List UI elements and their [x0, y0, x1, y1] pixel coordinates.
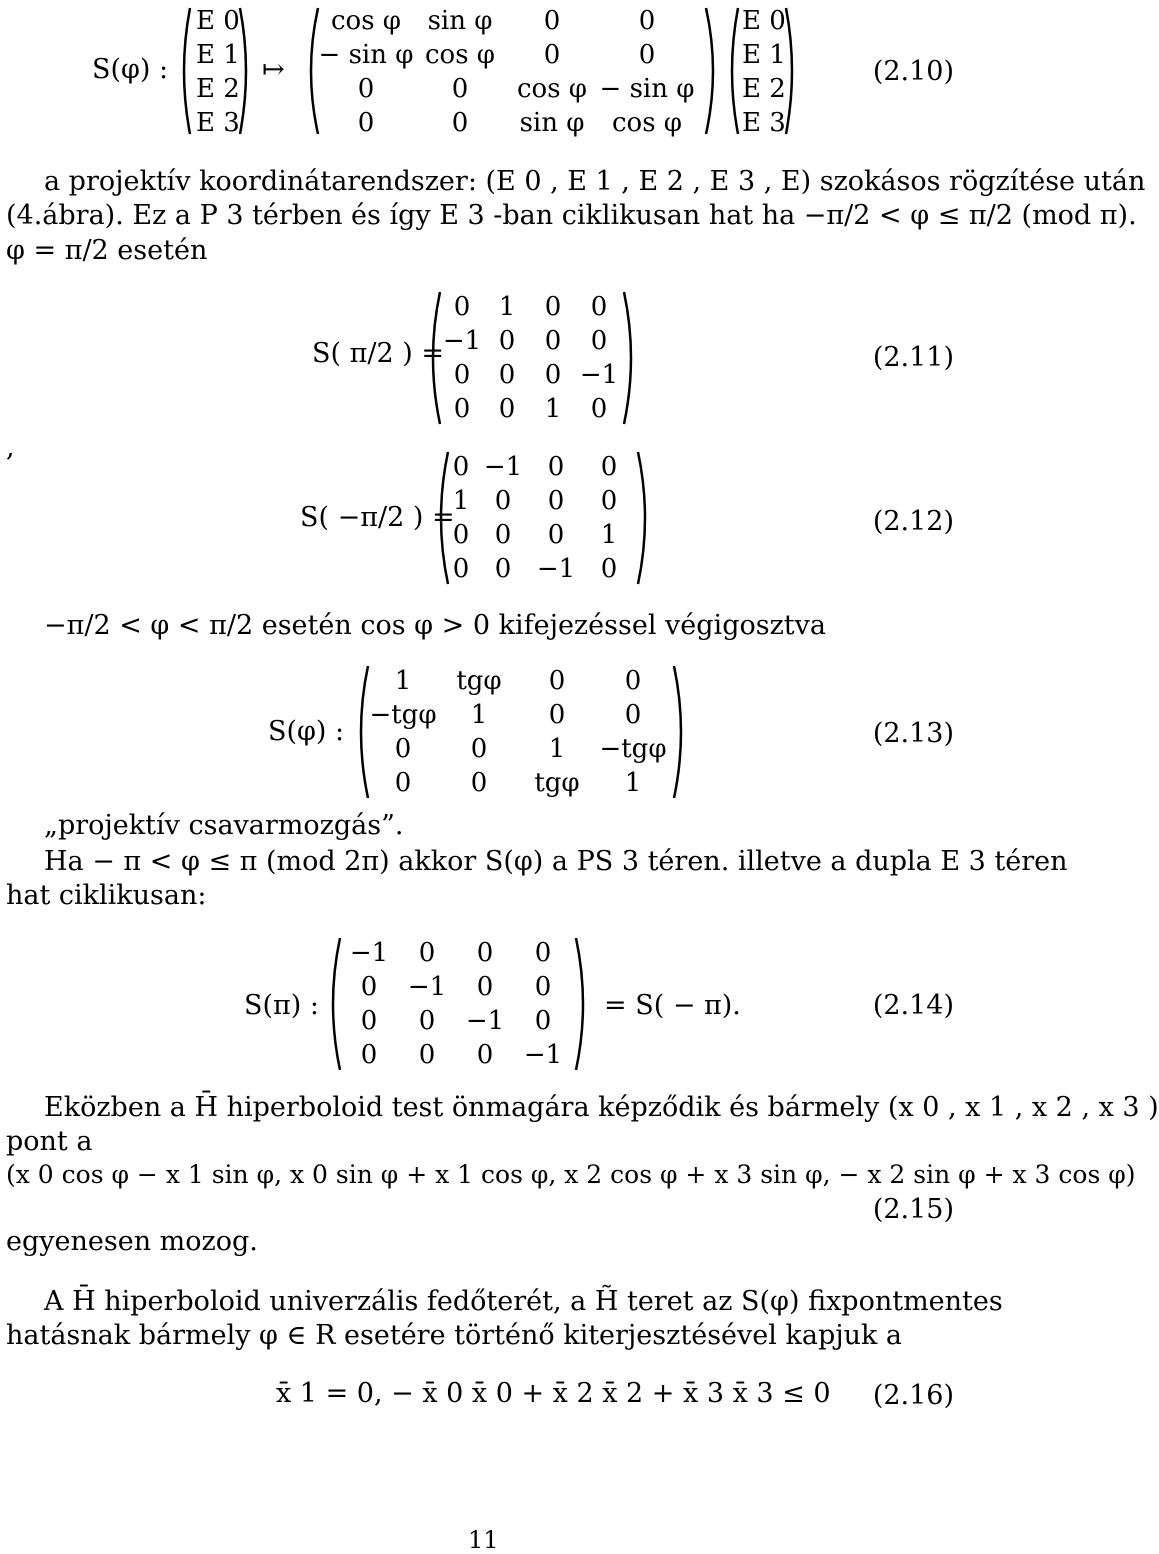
eq-number: (2.13)	[872, 718, 954, 749]
matrix-cell: 0	[494, 554, 512, 584]
matrix-cell: sin φ	[427, 6, 493, 36]
matrix-cell: 0	[360, 1006, 378, 1036]
matrix-cell: 0	[470, 734, 488, 764]
matrix-cell: E 3	[196, 108, 240, 138]
text-line: Ha − π < φ ≤ π (mod 2π) akkor S(φ) a PS 3 téren. illetve a dupla E 3 téren	[44, 846, 1068, 877]
matrix-row	[196, 72, 240, 106]
matrix-cell: 0	[470, 768, 488, 798]
eq-2-12-lhs: S( −π/2 ) =	[300, 502, 455, 533]
matrix-cell: 0	[600, 452, 618, 482]
eq-number: (2.12)	[872, 506, 954, 537]
eq-2-10-matrix	[318, 4, 696, 140]
matrix-row	[440, 392, 622, 426]
matrix-cell: 1	[394, 666, 412, 696]
matrix-cell: 0	[418, 938, 436, 968]
matrix-row	[340, 970, 572, 1004]
matrix-row	[446, 552, 636, 586]
matrix-cell: −1	[442, 326, 482, 356]
right-paren-icon	[636, 450, 654, 586]
matrix-row	[318, 106, 696, 140]
matrix-cell: 0	[494, 486, 512, 516]
matrix-cell: 0	[624, 666, 642, 696]
right-paren-icon	[622, 290, 640, 426]
matrix-cell: 0	[451, 108, 469, 138]
text-line: (4.ábra). Ez a P 3 térben és így E 3 -ban ciklikusan hat ha −π/2 < φ ≤ π/2 (mod π).	[6, 200, 1137, 231]
matrix-cell: 0	[543, 40, 561, 70]
eq-2-10-vector-out	[742, 4, 786, 140]
eq-number: (2.16)	[872, 1380, 954, 1411]
matrix-row	[318, 72, 696, 106]
text-line: Eközben a H̄ hiperboloid test önmagára képződik és bármely (x 0 , x 1 , x 2 , x 3 )	[44, 1092, 1159, 1123]
left-paren-icon	[724, 6, 740, 136]
matrix-row	[196, 4, 240, 38]
matrix-cell: cos φ	[424, 40, 496, 70]
right-paren-icon	[672, 664, 690, 800]
matrix-cell: 0	[547, 452, 565, 482]
matrix-cell: 0	[544, 326, 562, 356]
matrix-cell: 0	[357, 74, 375, 104]
matrix-cell: E 0	[196, 6, 240, 36]
matrix-cell: 0	[453, 394, 471, 424]
matrix-cell: 0	[360, 972, 378, 1002]
matrix-cell: 0	[534, 972, 552, 1002]
eq-2-12-matrix	[446, 450, 636, 586]
matrix-cell: 0	[547, 520, 565, 550]
matrix-row	[340, 1004, 572, 1038]
text-line: pont a	[6, 1126, 93, 1157]
matrix-cell: 0	[453, 360, 471, 390]
text-line: egyenesen mozog.	[6, 1226, 258, 1257]
matrix-row	[742, 38, 786, 72]
matrix-cell: 0	[498, 394, 516, 424]
text-line: a projektív koordinátarendszer: (E 0 , E 1 , E 2 , E 3 , E) szokásos rögzítése után	[44, 166, 1146, 197]
matrix-row	[196, 38, 240, 72]
page-number: 11	[468, 1526, 499, 1554]
matrix-row	[446, 484, 636, 518]
matrix-row	[368, 664, 672, 698]
matrix-row	[446, 450, 636, 484]
text-line: A H̄ hiperboloid univerzális fedőterét, a H̃ teret az S(φ) fixpontmentes	[44, 1286, 1003, 1317]
text-line: φ = π/2 esetén	[6, 235, 208, 266]
eq-2-14-rhs: = S( − π).	[604, 990, 741, 1021]
matrix-cell: 0	[418, 1040, 436, 1070]
matrix-cell: 0	[476, 938, 494, 968]
matrix-cell: E 1	[196, 40, 240, 70]
matrix-cell: cos φ	[330, 6, 402, 36]
matrix-row	[742, 106, 786, 140]
eq-2-11-lhs: S( π/2 ) =	[312, 338, 444, 369]
matrix-row	[440, 358, 622, 392]
matrix-cell: 0	[590, 394, 608, 424]
matrix-cell: 0	[590, 326, 608, 356]
right-paren-icon	[704, 6, 722, 136]
matrix-cell: 1	[624, 768, 642, 798]
eq-2-10-lhs: S(φ) :	[92, 54, 169, 85]
matrix-cell: sin φ	[519, 108, 585, 138]
matrix-row	[440, 324, 622, 358]
matrix-cell: 0	[494, 520, 512, 550]
eq-number: (2.14)	[872, 990, 954, 1021]
matrix-cell: 0	[452, 554, 470, 584]
matrix-cell: −1	[465, 1006, 505, 1036]
text-line: hat ciklikusan:	[6, 880, 207, 911]
matrix-cell: tgφ	[534, 768, 580, 798]
matrix-cell: 0	[394, 734, 412, 764]
matrix-cell: 0	[357, 108, 375, 138]
matrix-cell: −1	[349, 938, 389, 968]
maps-to-arrow: ↦	[262, 54, 285, 85]
matrix-cell: −1	[536, 554, 576, 584]
matrix-cell: −1	[483, 452, 523, 482]
matrix-cell: 0	[498, 326, 516, 356]
comma: ,	[6, 432, 15, 463]
matrix-cell: 0	[600, 486, 618, 516]
matrix-cell: 0	[543, 6, 561, 36]
eq-number: (2.10)	[872, 56, 954, 87]
matrix-cell: 0	[638, 40, 656, 70]
matrix-row	[368, 732, 672, 766]
text-line: hatásnak bármely φ ∈ R esetére történő kiterjesztésével kapjuk a	[6, 1320, 903, 1351]
matrix-cell: 0	[360, 1040, 378, 1070]
eq-2-14-lhs: S(π) :	[244, 990, 319, 1021]
matrix-cell: E 2	[742, 74, 786, 104]
eq-2-13-lhs: S(φ) :	[268, 716, 345, 747]
matrix-cell: 0	[453, 292, 471, 322]
matrix-cell: 1	[544, 394, 562, 424]
matrix-row	[368, 766, 672, 800]
matrix-row	[446, 518, 636, 552]
matrix-cell: 0	[476, 972, 494, 1002]
matrix-cell: E 0	[742, 6, 786, 36]
eq-2-15-expression: (x 0 cos φ − x 1 sin φ, x 0 sin φ + x 1 cos φ, x 2 cos φ + x 3 sin φ, − x 2 sin φ + x 3 cos φ)	[6, 1160, 1136, 1189]
matrix-cell: − sin φ	[318, 40, 414, 70]
matrix-cell: 0	[498, 360, 516, 390]
matrix-cell: 0	[452, 520, 470, 550]
matrix-cell: −1	[523, 1040, 563, 1070]
eq-number: (2.11)	[872, 342, 954, 373]
eq-2-10-vector-in	[196, 4, 240, 140]
right-paren-icon	[238, 6, 254, 136]
eq-2-11-matrix	[440, 290, 622, 426]
matrix-cell: 0	[548, 666, 566, 696]
matrix-row	[318, 4, 696, 38]
text-line: „projektív csavarmozgás”.	[44, 810, 404, 841]
matrix-cell: − sin φ	[599, 74, 695, 104]
matrix-cell: 0	[590, 292, 608, 322]
text-line: −π/2 < φ < π/2 esetén cos φ > 0 kifejezéssel végigosztva	[44, 610, 827, 641]
matrix-cell: −1	[407, 972, 447, 1002]
matrix-cell: 0	[544, 360, 562, 390]
matrix-cell: 0	[638, 6, 656, 36]
matrix-cell: −1	[579, 360, 619, 390]
matrix-cell: −tgφ	[369, 700, 437, 730]
matrix-cell: 0	[544, 292, 562, 322]
eq-2-13-matrix	[368, 664, 672, 800]
matrix-cell: E 3	[742, 108, 786, 138]
matrix-row	[196, 106, 240, 140]
matrix-cell: tgφ	[456, 666, 502, 696]
matrix-cell: 0	[452, 452, 470, 482]
matrix-cell: 0	[394, 768, 412, 798]
matrix-cell: 1	[470, 700, 488, 730]
matrix-cell: E 2	[196, 74, 240, 104]
matrix-cell: 0	[476, 1040, 494, 1070]
matrix-cell: 0	[534, 938, 552, 968]
matrix-cell: 0	[451, 74, 469, 104]
matrix-cell: 0	[600, 554, 618, 584]
matrix-cell: cos φ	[611, 108, 683, 138]
matrix-row	[742, 4, 786, 38]
matrix-cell: 1	[548, 734, 566, 764]
eq-number: (2.15)	[872, 1194, 954, 1225]
right-paren-icon	[784, 6, 800, 136]
matrix-row	[340, 1038, 572, 1072]
matrix-row	[742, 72, 786, 106]
matrix-cell: −tgφ	[599, 734, 667, 764]
matrix-cell: 0	[534, 1006, 552, 1036]
matrix-cell: 0	[548, 700, 566, 730]
matrix-cell: 0	[547, 486, 565, 516]
matrix-cell: 1	[498, 292, 516, 322]
matrix-row	[368, 698, 672, 732]
right-paren-icon	[574, 936, 592, 1072]
matrix-row	[318, 38, 696, 72]
eq-2-16-expression: x̄ 1 = 0, − x̄ 0 x̄ 0 + x̄ 2 x̄ 2 + x̄ 3 x̄ 3 ≤ 0	[276, 1378, 831, 1409]
matrix-cell: E 1	[742, 40, 786, 70]
matrix-row	[340, 936, 572, 970]
matrix-cell: 0	[624, 700, 642, 730]
matrix-row	[440, 290, 622, 324]
left-paren-icon	[176, 6, 192, 136]
matrix-cell: cos φ	[516, 74, 588, 104]
matrix-cell: 1	[600, 520, 618, 550]
eq-2-14-matrix	[340, 936, 572, 1072]
matrix-cell: 0	[418, 1006, 436, 1036]
matrix-cell: 1	[452, 486, 470, 516]
